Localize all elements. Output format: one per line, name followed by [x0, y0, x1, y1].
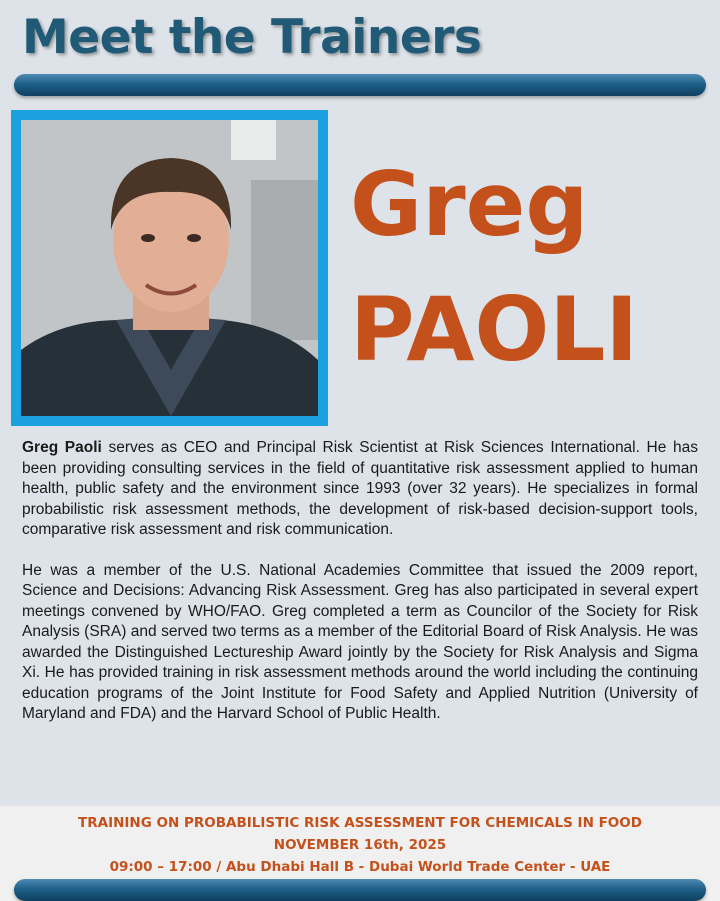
bio-paragraph-1-text: serves as CEO and Principal Risk Scientist at Risk Sciences International. He has been providing consulting services in the field of quantitative risk assessment applied to human health, public safety and the environment since 1993 (over 32 years). He specializes in formal probabilistic risk assessment methods, the development of risk-based decision-support tools, comparative risk assessment and risk communication. — [22, 439, 698, 538]
bio-lead-name: Greg Paoli — [22, 439, 102, 456]
trainer-last-name: PAOLI — [350, 278, 639, 381]
event-date: NOVEMBER 16th, 2025 — [273, 837, 447, 853]
trainer-photo — [21, 120, 318, 416]
trainer-bio — [22, 438, 698, 745]
footer-divider-bar — [14, 879, 706, 901]
trainer-first-name: Greg — [350, 153, 589, 256]
header-divider-bar — [14, 74, 706, 96]
page-title: Meet the Trainers — [22, 10, 482, 65]
event-title: TRAINING ON PROBABILISTIC RISK ASSESSMENT FOR CHEMICALS IN FOOD — [78, 815, 642, 831]
bio-paragraph-1 — [22, 438, 698, 541]
bio-paragraph-2: He was a member of the U.S. National Academies Committee that issued the 2009 report, Science and Decisions: Advancing Risk Assessment. Greg has also participated in several expert meetings convened by WHO/FAO. Greg completed a term as Councilor of the Society for Risk Analysis (SRA) and served two terms as a member of the Editorial Board of Risk Analysis. He was awarded the Distinguished Lectureship Award jointly by the Society for Risk Analysis and Sigma Xi. He has provided training in risk assessment methods around the world including the continuing education programs of the Joint Institute for Food Safety and Applied Nutrition (University of Maryland and FDA) and the Harvard School of Public Health. — [22, 561, 698, 722]
event-venue: 09:00 – 17:00 / Abu Dhabi Hall B - Dubai World Trade Center - UAE — [109, 859, 611, 875]
trainer-photo-frame — [11, 110, 328, 426]
